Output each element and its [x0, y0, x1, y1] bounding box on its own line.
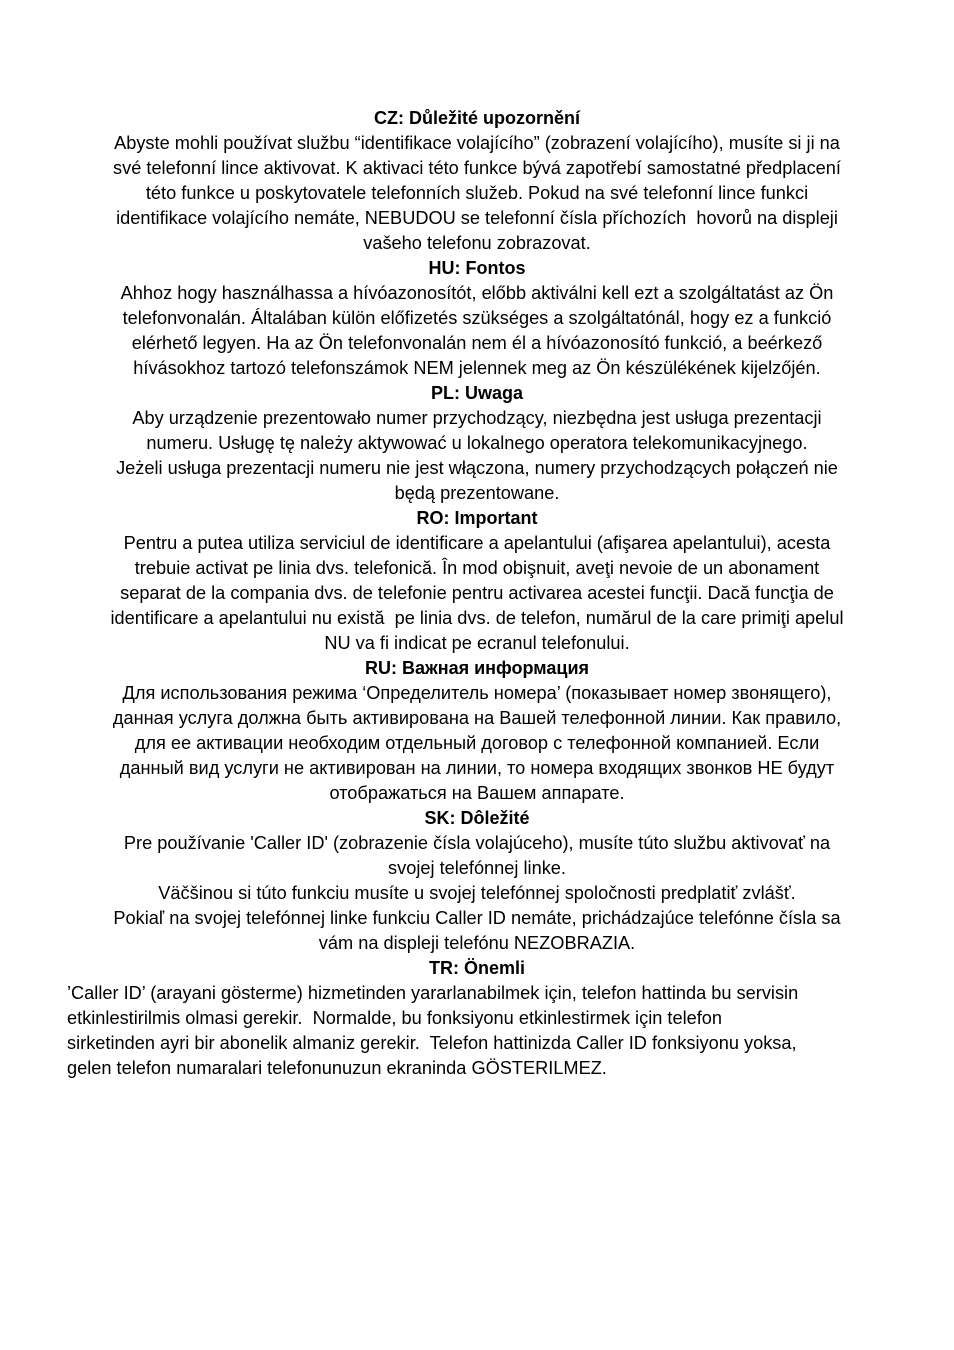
paragraph-line: Jeżeli usługa prezentacji numeru nie jest włączona, numery przychodzących połączeń nie [116, 458, 838, 478]
paragraph-line: separat de la compania dvs. de telefonie pentru activarea acestei funcţii. Dacă funcţia de [120, 583, 834, 603]
paragraph-line: Pokiaľ na svojej telefónnej linke funkciu Caller ID nemáte, prichádzajúce telefónne čísla sa [113, 908, 841, 928]
paragraph-line: telefonvonalán. Általában külön előfizetés szükséges a szolgáltatónál, hogy ez a funkció [122, 308, 832, 328]
section-ru [0, 656, 954, 806]
section-pl [0, 381, 954, 506]
section-tr [0, 956, 954, 1081]
document-page [0, 106, 954, 1081]
paragraph-line: Pentru a putea utiliza serviciul de identificare a apelantului (afişarea apelantului), acesta [123, 533, 831, 553]
paragraph-line: numeru. Usługę tę należy aktywować u lokalnego operatora telekomunikacyjnego. [146, 433, 808, 453]
paragraph-line: данная услуга должна быть активирована на Вашей телефонной линии. Как правило, [112, 708, 842, 728]
section-hu [0, 256, 954, 381]
paragraph-line: Aby urządzenie prezentowało numer przychodzący, niezbędna jest usługa prezentacji [132, 408, 822, 428]
paragraph-line: této funkce u poskytovatele telefonních služeb. Pokud na své telefonní lince funkci [145, 183, 809, 203]
paragraph-line: Для использования режима ‘Определитель номера’ (показывает номер звонящего), [122, 683, 832, 703]
section-heading: SK: Dôležité [424, 808, 530, 828]
paragraph-line: vám na displeji telefónu NEZOBRAZIA. [318, 933, 636, 953]
paragraph-line: Abyste mohli používat službu “identifikace volajícího” (zobrazení volajícího), musíte si ji na [114, 133, 840, 153]
section-ro [0, 506, 954, 656]
section-sk [0, 806, 954, 956]
section-heading: PL: Uwaga [430, 383, 523, 403]
paragraph-line: NU va fi indicat pe ecranul telefonului. [324, 633, 630, 653]
paragraph-line: identificare a apelantului nu există pe linia dvs. de telefon, numărul de la care primiţi apelul [110, 608, 844, 628]
paragraph-line: Ahhoz hogy használhassa a hívóazonosítót, előbb aktiválni kell ezt a szolgáltatást az Ön [120, 283, 834, 303]
paragraph-line: identifikace volajícího nemáte, NEBUDOU se telefonní čísla příchozích hovorů na displeji [116, 208, 838, 228]
paragraph-line: данный вид услуги не активирован на линии, то номера входящих звонков НЕ будут [119, 758, 835, 778]
paragraph-line: hívásokhoz tartozó telefonszámok NEM jelennek meg az Ön készülékének kijelzőjén. [133, 358, 821, 378]
paragraph-line: etkinlestirilmis olmasi gerekir. Normalde, bu fonksiyonu etkinlestirmek için telefon [67, 1008, 723, 1028]
paragraph-line: для ее активации необходим отдельный договор с телефонной компанией. Если [134, 733, 820, 753]
paragraph-line: отображаться на Вашем аппарате. [329, 783, 625, 803]
paragraph-line: Pre používanie 'Caller ID' (zobrazenie čísla volajúceho), musíte túto službu aktivovať na [123, 833, 831, 853]
paragraph-line: trebuie activat pe linia dvs. telefonică. În mod obişnuit, aveţi nevoie de un abonament [134, 558, 820, 578]
paragraph-line: vašeho telefonu zobrazovat. [363, 233, 591, 253]
section-heading: RU: Важная информация [364, 658, 590, 678]
paragraph-line: elérhető legyen. Ha az Ön telefonvonalán nem él a hívóazonosító funkció, a beérkező [131, 333, 823, 353]
section-heading: TR: Önemli [428, 958, 525, 978]
section-cz [0, 106, 954, 256]
paragraph-line: sirketinden ayri bir abonelik almaniz gerekir. Telefon hattinizda Caller ID fonksiyonu yoksa, [67, 1033, 797, 1053]
section-heading: CZ: Důležité upozornění [374, 108, 580, 128]
paragraph-line: Väčšinou si túto funkciu musíte u svojej telefónnej spoločnosti predplatiť zvlášť. [158, 883, 796, 903]
paragraph-line: svojej telefónnej linke. [388, 858, 566, 878]
paragraph-line: będą prezentowane. [394, 483, 560, 503]
section-heading: HU: Fontos [428, 258, 526, 278]
section-heading: RO: Important [416, 508, 538, 528]
paragraph-line: gelen telefon numaralari telefonunuzun ekraninda GÖSTERILMEZ. [67, 1058, 607, 1078]
paragraph-line: ’Caller ID’ (arayani gösterme) hizmetinden yararlanabilmek için, telefon hattinda bu servisin [67, 983, 799, 1003]
paragraph-line: své telefonní lince aktivovat. K aktivaci této funkce bývá zapotřebí samostatné předplacení [113, 158, 841, 178]
